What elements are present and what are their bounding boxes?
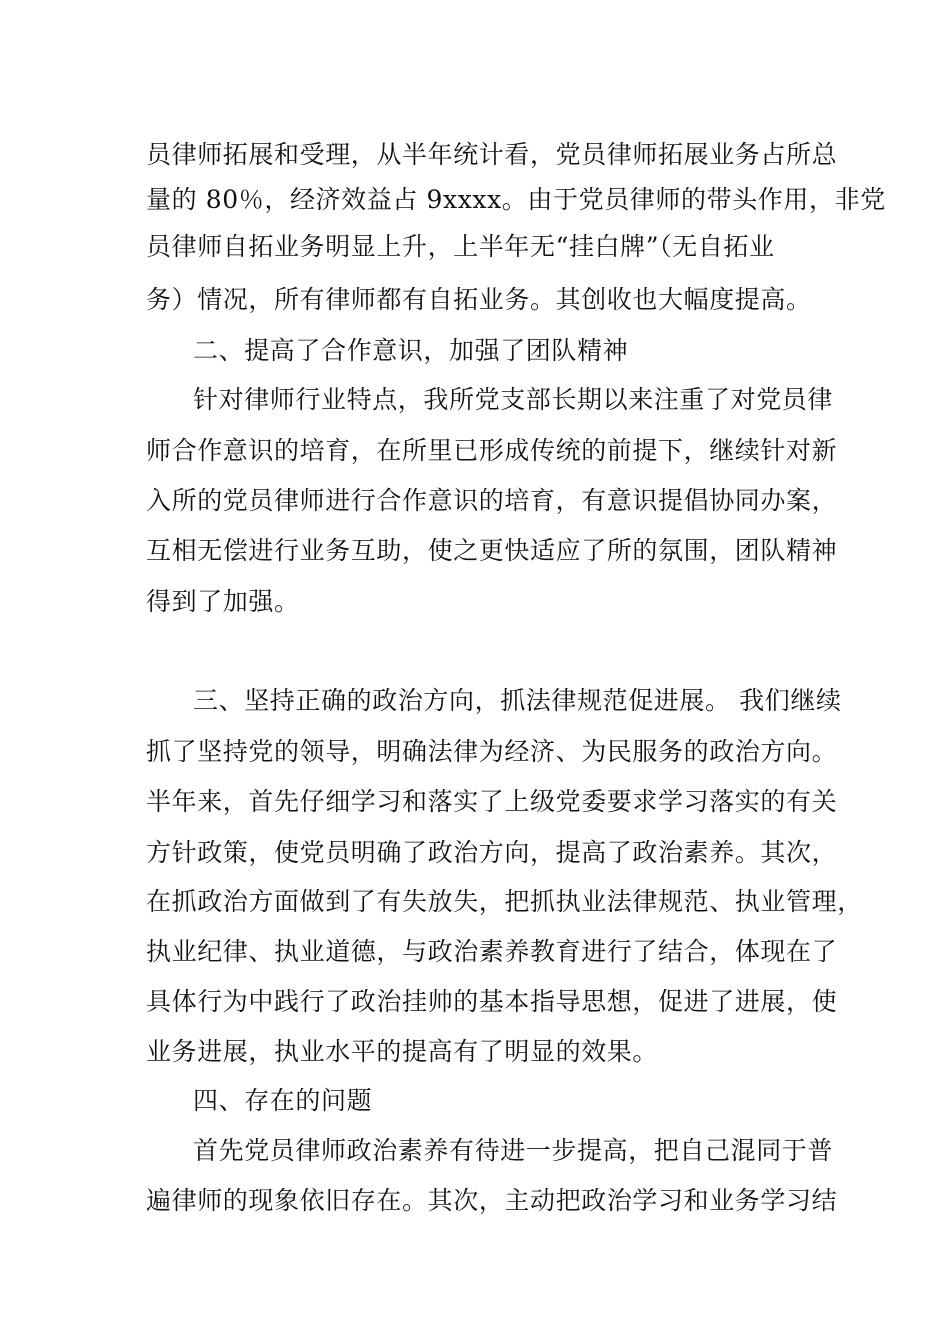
paragraph-line: 师合作意识的培育，在所里已形成传统的前提下，继续针对新 bbox=[146, 436, 838, 465]
paragraph-line: 务）情况，所有律师都有自拓业务。其创收也大幅度提高。 bbox=[146, 285, 812, 314]
paragraph-line: 入所的党员律师进行合作意识的培育，有意识提倡协同办案， bbox=[146, 486, 838, 515]
section-heading: 三、坚持正确的政治方向，抓法律规范促进展。 我们继续 bbox=[193, 686, 842, 715]
paragraph-line: 遍律师的现象依旧存在。其次，主动把政治学习和业务学习结 bbox=[146, 1186, 838, 1215]
paragraph-line: 针对律师行业特点，我所党支部长期以来注重了对党员律 bbox=[193, 385, 834, 414]
paragraph-line: 量的 80％，经济效益占 9xxxx。由于党员律师的带头作用，非党 bbox=[146, 185, 886, 214]
paragraph-line: 员律师拓展和受理，从半年统计看，党员律师拓展业务占所总 bbox=[146, 140, 838, 169]
paragraph-line: 具体行为中践行了政治挂帅的基本指导思想，促进了进展，使 bbox=[146, 987, 838, 1016]
paragraph-line: 半年来，首先仔细学习和落实了上级党委要求学习落实的有关 bbox=[146, 787, 838, 816]
paragraph-line: 得到了加强。 bbox=[146, 587, 300, 616]
paragraph-line: 互相无偿进行业务互助，使之更快适应了所的氛围，团队精神 bbox=[146, 536, 838, 565]
paragraph-line: 业务进展，执业水平的提高有了明显的效果。 bbox=[146, 1037, 659, 1066]
paragraph-line: 在抓政治方面做到了有失放失，把抓执业法律规范、执业管理， bbox=[146, 887, 863, 916]
paragraph-line: 首先党员律师政治素养有待进一步提高，把自己混同于普 bbox=[193, 1136, 834, 1165]
paragraph-line: 方针政策，使党员明确了政治方向，提高了政治素养。其次， bbox=[146, 838, 838, 867]
paragraph-line: 执业纪律、执业道德，与政治素养教育进行了结合，体现在了 bbox=[146, 937, 838, 966]
section-heading: 四、存在的问题 bbox=[193, 1086, 373, 1115]
paragraph-line: 员律师自拓业务明显上升，上半年无“挂白牌”（无自拓业 bbox=[146, 232, 775, 261]
paragraph-line: 抓了坚持党的领导，明确法律为经济、为民服务的政治方向。 bbox=[146, 737, 838, 766]
section-heading: 二、提高了合作意识，加强了团队精神 bbox=[193, 336, 629, 365]
